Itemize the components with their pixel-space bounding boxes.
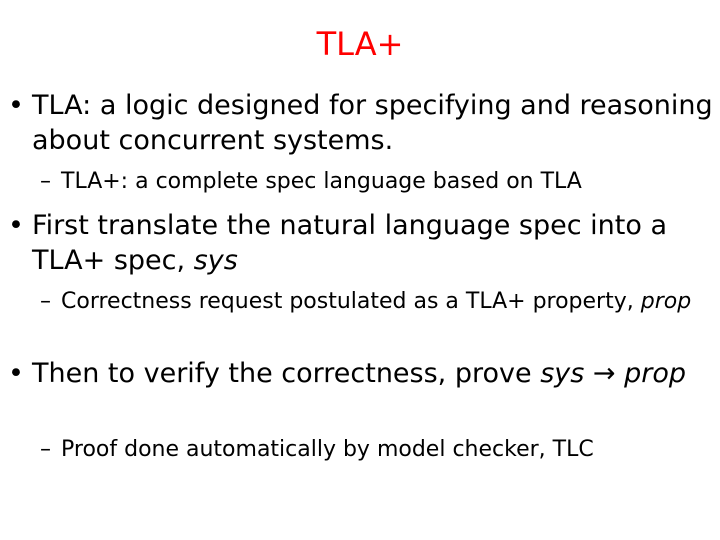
dash-marker: – [40, 289, 51, 314]
bullet-marker: • [8, 210, 24, 241]
dash-marker: – [40, 437, 51, 462]
implies-arrow-icon: → [592, 358, 616, 389]
dash-marker: – [40, 169, 51, 194]
bullet-text-wrap [32, 208, 714, 278]
subbullet-text: Correctness request postulated as a TLA+ property, [61, 289, 641, 314]
subbullet-tla-plus [40, 166, 710, 197]
bullet-text-wrap [32, 356, 714, 391]
bullet-marker: • [8, 358, 24, 389]
bullet-tla-logic [8, 88, 714, 158]
slide-title: TLA+ [316, 25, 404, 63]
subbullet-text: TLA+: a complete spec language based on TLA [61, 169, 582, 194]
emphasis-sys: sys [193, 245, 238, 276]
bullet-marker: • [8, 90, 24, 121]
emphasis-prop: prop [640, 289, 692, 314]
emphasis-prop: prop [624, 358, 687, 389]
subbullet-correctness [40, 286, 710, 317]
bullet-text: TLA: a logic designed for specifying and reasoning about concurrent systems. [32, 90, 713, 156]
emphasis-sys: sys [540, 358, 585, 389]
bullet-text: First translate the natural language spec into a TLA+ spec, [32, 210, 668, 276]
subbullet-proof [40, 434, 710, 465]
subbullet-text: Proof done automatically by model checker, TLC [61, 437, 594, 462]
bullet-text: Then to verify the correctness, prove [32, 358, 541, 389]
subbullet-text-wrap [61, 286, 710, 317]
bullet-translate-spec [8, 208, 714, 278]
bullet-verify [8, 356, 714, 391]
